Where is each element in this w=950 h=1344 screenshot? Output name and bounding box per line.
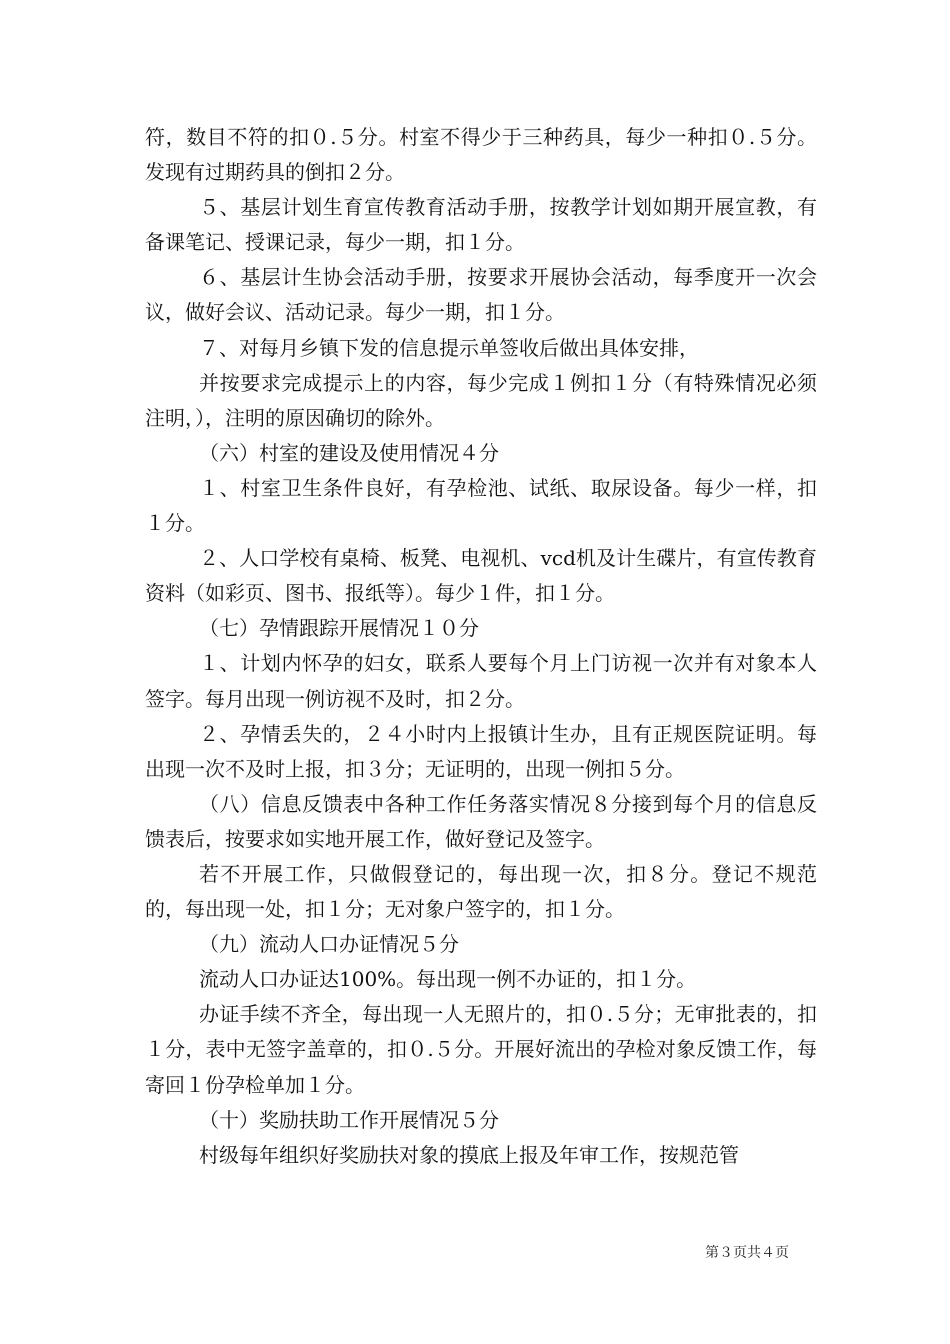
paragraph-item-6: ６、基层计生协会活动手册，按要求开展协会活动，每季度开一次会议，做好会议、活动记录。每少一期，扣１分。: [145, 265, 817, 325]
paragraph-10-detail: 村级每年组织好奖励扶对象的摸底上报及年审工作，按规范管: [199, 1142, 739, 1167]
paragraph-item-5: ５、基层计划生育宣传教育活动手册，按教学计划如期开展宣教，有备课笔记、授课记录，每少一期，扣１分。: [145, 195, 817, 255]
paragraph-6-item-1: １、村室卫生条件良好，有孕检池、试纸、取尿设备。每少一样，扣１分。: [145, 475, 817, 536]
paragraph-8-detail: 若不开展工作，只做假登记的，每出现一次，扣８分。登记不规范的，每出现一处，扣１分；无对象户签字的，扣１分。: [145, 861, 817, 922]
document-body: [145, 120, 817, 1173]
section-heading-9: （九）流动人口办证情况５分: [199, 932, 459, 957]
section-heading-10: （十）奖励扶助工作开展情况５分: [199, 1107, 499, 1132]
paragraph-item-7-detail: 并按要求完成提示上的内容，每少完成１例扣１分（有特殊情况必须注明，），注明的原因确切的除外。: [145, 370, 817, 430]
section-heading-7: （七）孕情跟踪开展情况１０分: [199, 616, 479, 641]
page-number: 第３页共４页: [705, 1245, 789, 1261]
paragraph-7-item-2: ２、孕情丢失的，２４小时内上报镇计生办，且有正规医院证明。每出现一次不及时上报，扣３分；无证明的，出现一例扣５分。: [145, 721, 817, 781]
section-heading-6: （六）村室的建设及使用情况４分: [199, 440, 499, 465]
paragraph-6-item-2: ２、人口学校有桌椅、板凳、电视机、vcd机及计生碟片，有宣传教育资料（如彩页、图书、报纸等）。每少１件，扣１分。: [145, 546, 817, 606]
paragraph-9-detail: 办证手续不齐全，每出现一人无照片的，扣０.５分；无审批表的，扣１分，表中无签字盖章的，扣０.５分。开展好流出的孕检对象反馈工作，每寄回１份孕检单加１分。: [145, 1002, 817, 1097]
paragraph-9-rate: 流动人口办证达100%。每出现一例不办证的，扣１分。: [199, 967, 697, 992]
section-heading-8: （八）信息反馈表中各种工作任务落实情况８分接到每个月的信息反馈表后，按要求如实地开展工作，做好登记及签字。: [145, 791, 817, 851]
paragraph-continuation: 符，数目不符的扣０.５分。村室不得少于三种药具，每少一种扣０.５分。发现有过期药具的倒扣２分。: [145, 125, 817, 185]
paragraph-item-7: ７、对每月乡镇下发的信息提示单签收后做出具体安排，: [199, 335, 699, 360]
paragraph-7-item-1: １、计划内怀孕的妇女，联系人要每个月上门访视一次并有对象本人签字。每月出现一例访视不及时，扣２分。: [145, 651, 817, 711]
